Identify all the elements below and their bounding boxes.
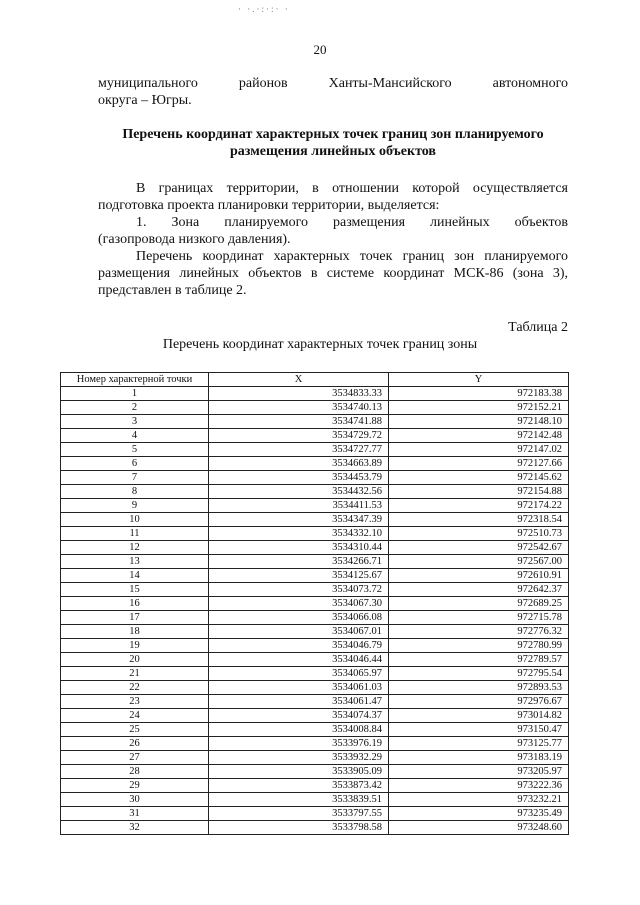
y-cell: 972715.78	[389, 611, 569, 625]
y-cell: 972893.53	[389, 681, 569, 695]
table-row	[61, 625, 569, 639]
p2-line-2: (газопровода низкого давления).	[98, 232, 291, 247]
p1-line-2: подготовка проекта планировки территории, выделяется:	[98, 198, 440, 213]
y-cell: 973183.19	[389, 751, 569, 765]
table-row	[61, 401, 569, 415]
point-number-cell: 23	[61, 695, 209, 709]
table-row	[61, 709, 569, 723]
x-cell: 3534061.03	[209, 681, 389, 695]
table-row	[61, 779, 569, 793]
table-row	[61, 583, 569, 597]
x-cell: 3534046.79	[209, 639, 389, 653]
point-number-cell: 26	[61, 737, 209, 751]
y-cell: 973014.82	[389, 709, 569, 723]
x-cell: 3534067.01	[209, 625, 389, 639]
table-row	[61, 653, 569, 667]
y-cell: 972127.66	[389, 457, 569, 471]
y-cell: 973235.49	[389, 807, 569, 821]
y-cell: 972689.25	[389, 597, 569, 611]
y-cell: 972795.54	[389, 667, 569, 681]
y-cell: 972510.73	[389, 527, 569, 541]
table-row	[61, 555, 569, 569]
p3-line-3: представлен в таблице 2.	[98, 283, 247, 298]
x-cell: 3534411.53	[209, 499, 389, 513]
point-number-cell: 5	[61, 443, 209, 457]
point-number-cell: 1	[61, 387, 209, 401]
table-row	[61, 597, 569, 611]
heading-line-2: размещения линейных объектов	[230, 143, 436, 159]
y-cell: 972147.02	[389, 443, 569, 457]
x-cell: 3534727.77	[209, 443, 389, 457]
point-number-cell: 12	[61, 541, 209, 555]
table-row	[61, 751, 569, 765]
x-cell: 3534061.47	[209, 695, 389, 709]
point-number-cell: 4	[61, 429, 209, 443]
point-number-cell: 9	[61, 499, 209, 513]
point-number-cell: 17	[61, 611, 209, 625]
y-cell: 972780.99	[389, 639, 569, 653]
y-cell: 972152.21	[389, 401, 569, 415]
x-cell: 3533797.55	[209, 807, 389, 821]
x-cell: 3534310.44	[209, 541, 389, 555]
point-number-cell: 7	[61, 471, 209, 485]
x-cell: 3533873.42	[209, 779, 389, 793]
x-cell: 3533839.51	[209, 793, 389, 807]
x-cell: 3534065.97	[209, 667, 389, 681]
table-row	[61, 527, 569, 541]
point-number-cell: 32	[61, 821, 209, 835]
table-row	[61, 639, 569, 653]
point-number-cell: 18	[61, 625, 209, 639]
y-cell: 972154.88	[389, 485, 569, 499]
y-cell: 973205.97	[389, 765, 569, 779]
point-number-cell: 11	[61, 527, 209, 541]
y-cell: 972145.62	[389, 471, 569, 485]
point-number-cell: 19	[61, 639, 209, 653]
y-cell: 972142.48	[389, 429, 569, 443]
table-row	[61, 443, 569, 457]
p1-line-1: В границах территории, в отношении которой осуществляется	[136, 181, 568, 196]
y-cell: 972174.22	[389, 499, 569, 513]
table-row	[61, 737, 569, 751]
table-row	[61, 667, 569, 681]
x-cell: 3534066.08	[209, 611, 389, 625]
y-cell: 972567.00	[389, 555, 569, 569]
table-row	[61, 765, 569, 779]
x-cell: 3534453.79	[209, 471, 389, 485]
y-cell: 972183.38	[389, 387, 569, 401]
point-number-cell: 8	[61, 485, 209, 499]
x-cell: 3534729.72	[209, 429, 389, 443]
y-cell: 972610.91	[389, 569, 569, 583]
p3-line-1: Перечень координат характерных точек границ зон планируемого	[136, 249, 568, 264]
page-number: 20	[313, 42, 327, 57]
x-cell: 3534008.84	[209, 723, 389, 737]
point-number-cell: 14	[61, 569, 209, 583]
y-cell: 972976.67	[389, 695, 569, 709]
header-x: X	[209, 373, 389, 387]
x-cell: 3534741.88	[209, 415, 389, 429]
table-label: Таблица 2	[508, 320, 568, 335]
point-number-cell: 20	[61, 653, 209, 667]
x-cell: 3534067.30	[209, 597, 389, 611]
x-cell: 3533976.19	[209, 737, 389, 751]
table-row	[61, 541, 569, 555]
point-number-cell: 30	[61, 793, 209, 807]
table-row	[61, 513, 569, 527]
point-number-cell: 27	[61, 751, 209, 765]
x-cell: 3534074.37	[209, 709, 389, 723]
point-number-cell: 2	[61, 401, 209, 415]
x-cell: 3534432.56	[209, 485, 389, 499]
intro-line-2: округа – Югры.	[98, 93, 192, 108]
point-number-cell: 13	[61, 555, 209, 569]
x-cell: 3534332.10	[209, 527, 389, 541]
table-row	[61, 471, 569, 485]
table-row	[61, 611, 569, 625]
point-number-cell: 24	[61, 709, 209, 723]
x-cell: 3534347.39	[209, 513, 389, 527]
x-cell: 3534740.13	[209, 401, 389, 415]
y-cell: 972776.32	[389, 625, 569, 639]
table-row	[61, 387, 569, 401]
scan-artifact: · ·.·:·:· ·	[238, 4, 290, 14]
x-cell: 3534663.89	[209, 457, 389, 471]
table-row	[61, 821, 569, 835]
table-header-row	[61, 373, 569, 387]
section-heading	[98, 127, 568, 160]
intro-line-1: муниципального районов Ханты-Мансийского автономного	[98, 76, 568, 91]
table-row	[61, 807, 569, 821]
header-point-number: Номер характерной точки	[61, 373, 209, 387]
y-cell: 972642.37	[389, 583, 569, 597]
header-y: Y	[389, 373, 569, 387]
x-cell: 3534266.71	[209, 555, 389, 569]
x-cell: 3533932.29	[209, 751, 389, 765]
p2-line-1: 1. Зона планируемого размещения линейных объектов	[136, 215, 568, 230]
table-body	[61, 387, 569, 835]
y-cell: 973222.36	[389, 779, 569, 793]
point-number-cell: 16	[61, 597, 209, 611]
table-row	[61, 569, 569, 583]
x-cell: 3534125.67	[209, 569, 389, 583]
table-row	[61, 793, 569, 807]
table-row	[61, 429, 569, 443]
y-cell: 972148.10	[389, 415, 569, 429]
table-title: Перечень координат характерных точек границ зоны	[162, 337, 478, 352]
p3-line-2: размещения линейных объектов в системе координат МСК-86 (зона 3),	[98, 266, 568, 281]
point-number-cell: 28	[61, 765, 209, 779]
table-row	[61, 415, 569, 429]
y-cell: 972789.57	[389, 653, 569, 667]
table-row	[61, 681, 569, 695]
point-number-cell: 6	[61, 457, 209, 471]
y-cell: 972318.54	[389, 513, 569, 527]
table-row	[61, 485, 569, 499]
y-cell: 973232.21	[389, 793, 569, 807]
x-cell: 3534073.72	[209, 583, 389, 597]
x-cell: 3533905.09	[209, 765, 389, 779]
point-number-cell: 3	[61, 415, 209, 429]
point-number-cell: 29	[61, 779, 209, 793]
x-cell: 3534046.44	[209, 653, 389, 667]
y-cell: 973248.60	[389, 821, 569, 835]
point-number-cell: 15	[61, 583, 209, 597]
x-cell: 3534833.33	[209, 387, 389, 401]
table-row	[61, 695, 569, 709]
point-number-cell: 21	[61, 667, 209, 681]
point-number-cell: 31	[61, 807, 209, 821]
y-cell: 972542.67	[389, 541, 569, 555]
point-number-cell: 22	[61, 681, 209, 695]
heading-line-1: Перечень координат характерных точек границ зон планируемого	[122, 127, 544, 142]
coordinates-table	[60, 372, 569, 835]
y-cell: 973125.77	[389, 737, 569, 751]
x-cell: 3533798.58	[209, 821, 389, 835]
table-row	[61, 723, 569, 737]
table-row	[61, 457, 569, 471]
table-row	[61, 499, 569, 513]
y-cell: 973150.47	[389, 723, 569, 737]
point-number-cell: 10	[61, 513, 209, 527]
point-number-cell: 25	[61, 723, 209, 737]
